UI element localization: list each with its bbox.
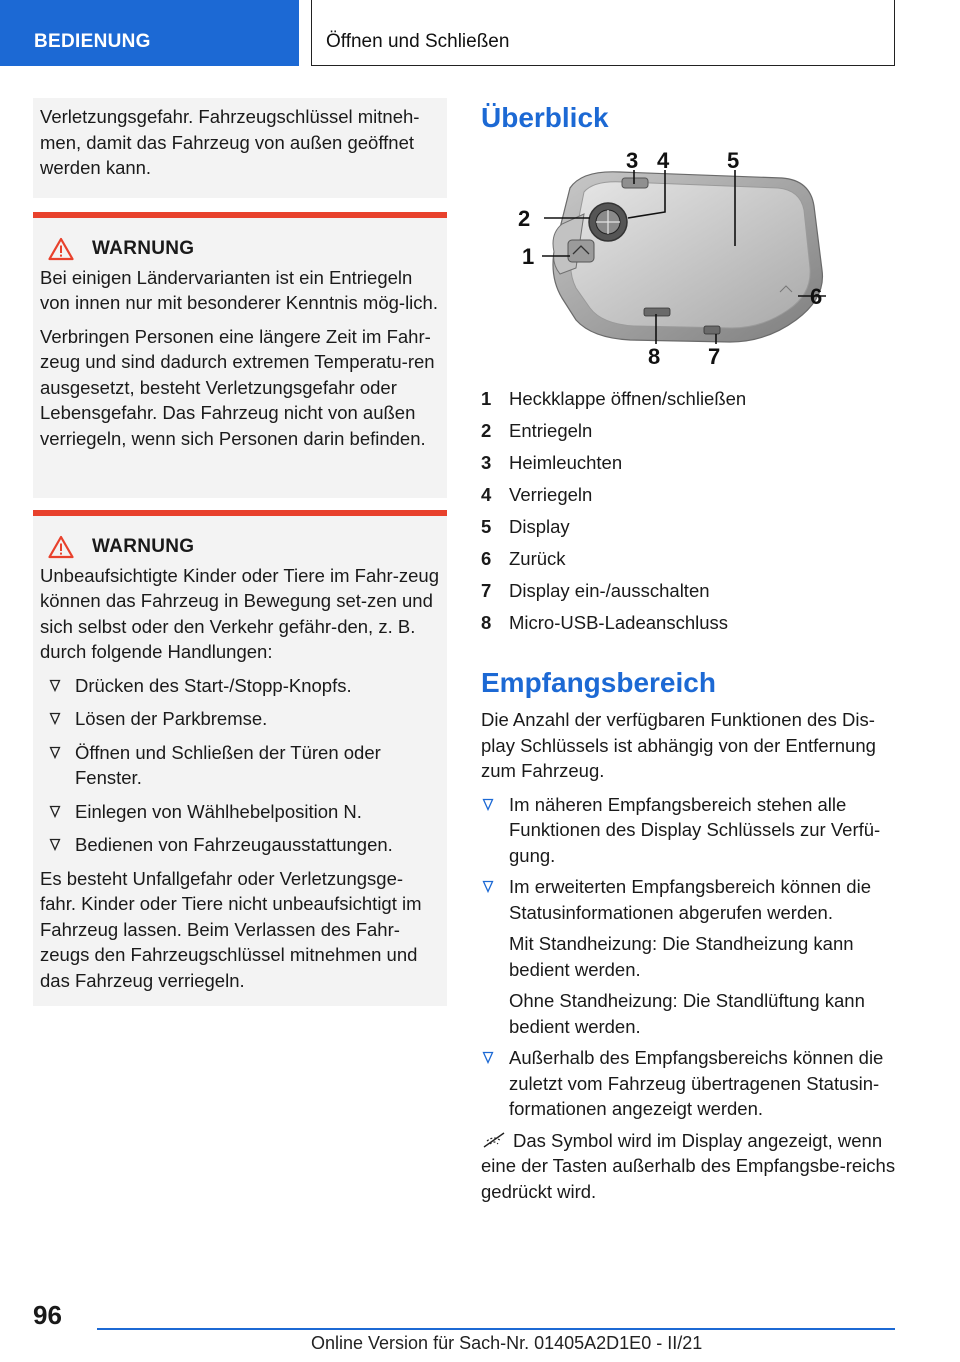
legend-text: Display ein-/ausschalten [509, 580, 710, 601]
legend-row [481, 575, 897, 607]
heading-ueberblick: Überblick [481, 102, 609, 133]
warning-list [40, 673, 439, 858]
legend-list [481, 383, 897, 639]
legend-number: 5 [481, 516, 492, 537]
empfang-section [481, 707, 897, 1204]
triangle-bullet-icon [49, 679, 61, 692]
footer-text: Online Version für Sach-Nr. 01405A2D1E0 - II/21 [311, 1333, 703, 1353]
list-item [40, 673, 439, 699]
list-sub-text: Ohne Standheizung: Die Standlüftung kann bedient werden. [509, 990, 865, 1037]
callout-3: 3 [626, 148, 639, 173]
list-item [481, 874, 897, 1039]
warning-paragraph: Unbeaufsichtigte Kinder oder Tiere im Fahr-zeug können das Fahrzeug in Bewegung set-zen und sich selbst oder den Verkehr gefähr-den, z. B. durch folgende Handlungen: [40, 564, 439, 662]
footer-divider [97, 1328, 895, 1330]
key-tailgate-button [568, 240, 594, 262]
out-of-range-icon [481, 1131, 507, 1149]
legend-number: 1 [481, 388, 492, 409]
triangle-bullet-icon [49, 838, 61, 851]
list-item [40, 706, 439, 732]
triangle-bullet-icon [482, 880, 494, 893]
list-item-text: Öffnen und Schließen der Türen oder Fenster. [75, 741, 381, 788]
legend-number: 3 [481, 452, 492, 473]
chapter-title: Öffnen und Schließen [311, 0, 895, 66]
warning-box-2 [33, 510, 447, 1006]
display-key-illustration [510, 148, 826, 376]
info-box-top [33, 98, 447, 198]
callout-6: 6 [810, 284, 823, 309]
legend-text: Display [509, 516, 570, 537]
callout-5: 5 [727, 148, 740, 173]
legend-text: Verriegeln [509, 484, 593, 505]
callout-7: 7 [708, 344, 721, 369]
warning-header [40, 534, 439, 560]
legend-text: Entriegeln [509, 420, 593, 441]
warning-paragraph: Verbringen Personen eine längere Zeit im Fahr-zeug und sind dadurch extremen Temperatu-ren ausgesetzt, besteht Verletzungsgefahr oder Lebensgefahr. Das Fahrzeug nicht von außen verriegeln, wenn sich Personen darin befinden. [40, 325, 435, 449]
triangle-bullet-icon [482, 1051, 494, 1064]
callout-2: 2 [518, 206, 531, 231]
key-power-button [704, 326, 720, 334]
legend-row [481, 511, 897, 543]
legend-row [481, 383, 897, 415]
warning-paragraph: Es besteht Unfallgefahr oder Verletzungsge-fahr. Kinder oder Tiere nicht unbeaufsichtigt im Fahrzeug lassen. Beim Verlassen des Fahr-zeugs den Fahrzeugschlüssel mitnehmen und das Fahrzeug verriegeln. [40, 867, 422, 991]
warning-paragraph: Bei einigen Ländervarianten ist ein Entriegeln von innen nur mit besonderer Kenntnis mög-lich. [40, 266, 438, 313]
triangle-bullet-icon [49, 746, 61, 759]
symbol-note [481, 1128, 897, 1205]
warning-triangle-icon [48, 237, 74, 261]
warning-title: WARNUNG [92, 238, 195, 259]
legend-number: 7 [481, 580, 492, 601]
triangle-bullet-icon [482, 798, 494, 811]
legend-text: Heckklappe öffnen/schließen [509, 388, 747, 409]
list-sub-text: Mit Standheizung: Die Standheizung kann bedient werden. [509, 933, 854, 980]
heading-empfangsbereich: Empfangsbereich [481, 667, 716, 698]
warning-title: WARNUNG [92, 536, 195, 557]
legend-number: 4 [481, 484, 492, 505]
triangle-bullet-icon [49, 805, 61, 818]
list-item [40, 799, 439, 825]
legend-row [481, 607, 897, 639]
list-item [40, 740, 439, 791]
empfang-intro: Die Anzahl der verfügbaren Funktionen des Dis-play Schlüssels ist abhängig von der Entfernung zum Fahrzeug. [481, 709, 876, 781]
list-item-text: Im näheren Empfangsbereich stehen alle Funktionen des Display Schlüssels zur Verfü-gung. [509, 793, 881, 866]
legend-number: 8 [481, 612, 492, 633]
legend-number: 6 [481, 548, 492, 569]
key-top-button [622, 178, 648, 188]
page-number: 96 [33, 1300, 62, 1330]
info-box-text: Verletzungsgefahr. Fahrzeugschlüssel mitneh-men, damit das Fahrzeug von außen geöffnet werden kann. [40, 106, 420, 178]
callout-1: 1 [522, 244, 535, 269]
list-item [40, 832, 439, 858]
warning-triangle-icon [48, 535, 74, 559]
warning-header [40, 236, 439, 262]
list-item-text: Außerhalb des Empfangsbereichs können die zuletzt vom Fahrzeug übertragenen Statusin-formationen angezeigt werden. [509, 1047, 884, 1119]
legend-number: 2 [481, 420, 492, 441]
legend-row [481, 447, 897, 479]
triangle-bullet-icon [49, 712, 61, 725]
list-item-text: Bedienen von Fahrzeugausstattungen. [75, 834, 393, 855]
list-item-text: Einlegen von Wählhebelposition N. [75, 800, 362, 822]
warning-box-1 [33, 212, 447, 498]
list-item-text: Drücken des Start-/Stopp-Knopfs. [75, 674, 352, 696]
legend-row [481, 479, 897, 511]
list-item [481, 792, 897, 869]
legend-row [481, 543, 897, 575]
legend-text: Micro-USB-Ladeanschluss [509, 612, 729, 633]
section-tab: BEDIENUNG [0, 0, 299, 66]
key-usb-port [644, 308, 670, 316]
list-item [481, 1045, 897, 1122]
symbol-note-text: Das Symbol wird im Display angezeigt, wenn eine der Tasten außerhalb des Empfangsbe-reichs gedrückt wird. [481, 1129, 896, 1202]
empfang-list [481, 792, 897, 1122]
legend-row [481, 415, 897, 447]
list-item-text: Lösen der Parkbremse. [75, 708, 268, 729]
legend-text: Heimleuchten [509, 452, 623, 473]
callout-8: 8 [648, 344, 661, 369]
callout-4: 4 [657, 148, 670, 173]
list-item-text: Im erweiterten Empfangsbereich können die Statusinformationen abgerufen werden. [509, 876, 871, 923]
legend-text: Zurück [509, 548, 566, 569]
